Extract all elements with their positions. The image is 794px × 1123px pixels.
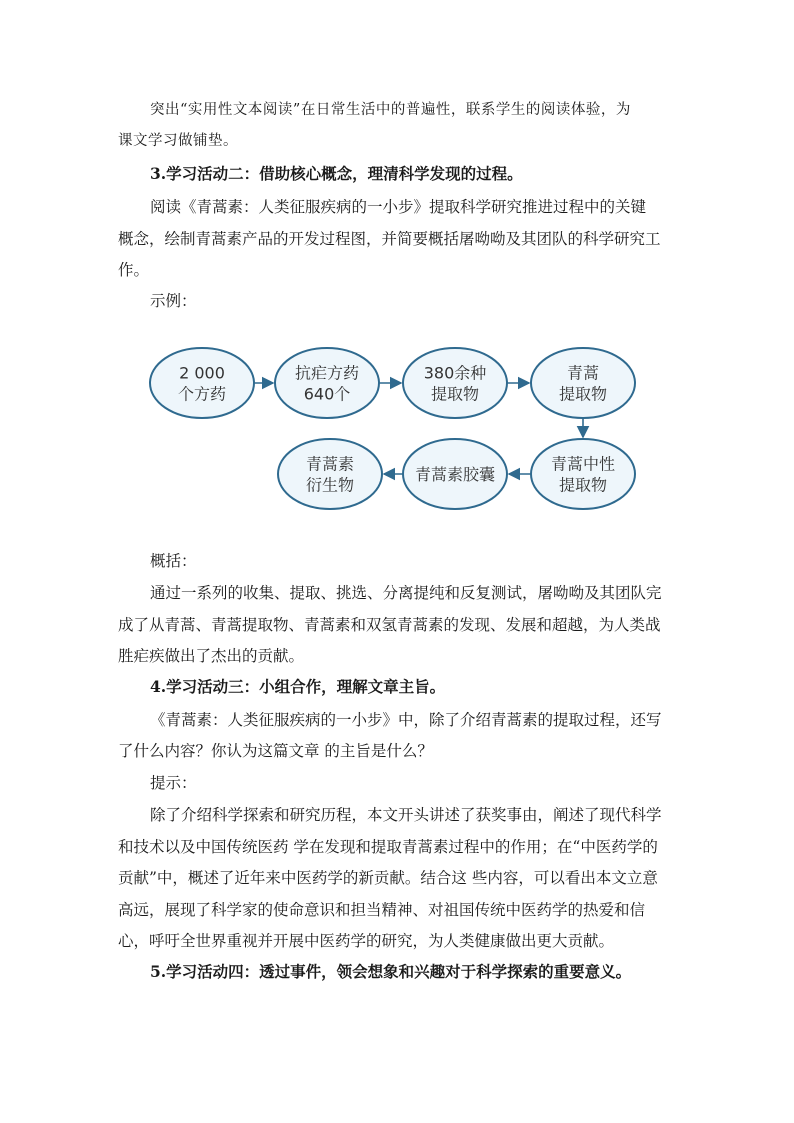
paragraph-line: 贡献”中，概述了近年来中医药学的新贡献。结合这 些内容，可以看出本文立意	[118, 869, 658, 887]
hint-label: 提示：	[150, 774, 197, 792]
flow-node-label: 个方药	[177, 384, 227, 404]
paragraph-line: 高远，展现了科学家的使命意识和担当精神、对祖国传统中医药学的热爱和信	[118, 901, 646, 919]
section-heading: 5.学习活动四：透过事件，领会想象和兴趣对于科学探索的重要意义。	[150, 962, 632, 981]
flow-node	[278, 439, 382, 509]
section-heading: 3.学习活动二：借助核心概念，理清科学发现的过程。	[150, 164, 523, 183]
flow-node	[531, 439, 635, 509]
paragraph-line: 心，呼吁全世界重视并开展中医药学的研究，为人类健康做出更大贡献。	[118, 932, 615, 950]
paragraph-line: 胜疟疾做出了杰出的贡献。	[118, 647, 305, 665]
flow-node	[150, 348, 254, 418]
paragraph-line: 除了介绍科学探索和研究历程，本文开头讲述了获奖事由，阐述了现代科学	[150, 806, 662, 824]
flow-node-label: 640个	[303, 384, 351, 404]
paragraph-line: 阅读《青蒿素：人类征服疾病的一小步》提取科学研究推进过程中的关键	[150, 198, 647, 216]
flow-node-label: 提取物	[558, 475, 608, 495]
flow-node-label: 抗疟方药	[294, 363, 360, 383]
flow-node-label: 提取物	[430, 384, 480, 404]
paragraph-line: 了什么内容？你认为这篇文章 的主旨是什么？	[118, 742, 433, 760]
paragraph-line: 概念，绘制青蒿素产品的开发过程图，并简要概括屠呦呦及其团队的科学研究工	[118, 230, 661, 248]
paragraph-line: 通过一系列的收集、提取、挑选、分离提纯和反复测试，屠呦呦及其团队完	[150, 584, 662, 602]
flow-node	[275, 348, 379, 418]
flow-node-label: 380余种	[423, 363, 487, 383]
paragraph-line: 成了从青蒿、青蒿提取物、青蒿素和双氢青蒿素的发现、发展和超越，为人类战	[118, 616, 661, 634]
paragraph-line: 突出“实用性文本阅读”在日常生活中的普遍性，联系学生的阅读体验，为	[150, 102, 631, 118]
section-heading: 4.学习活动三：小组合作，理解文章主旨。	[150, 677, 446, 696]
flow-node-label: 青蒿素	[305, 454, 355, 474]
flow-node-label: 青蒿中性	[550, 454, 616, 474]
flow-node	[531, 348, 635, 418]
flow-node-label: 提取物	[558, 384, 608, 404]
flow-node-label: 青蒿素胶囊	[414, 465, 496, 484]
paragraph-line: 作。	[118, 261, 150, 279]
example-label: 示例：	[150, 292, 197, 310]
summary-label: 概括：	[150, 552, 197, 570]
paragraph-line: 《青蒿素：人类征服疾病的一小步》中，除了介绍青蒿素的提取过程，还写	[150, 711, 662, 729]
paragraph-line: 课文学习做铺垫。	[118, 133, 238, 149]
flow-node-label: 2 000	[179, 363, 225, 383]
flow-node-label: 青蒿	[566, 363, 600, 383]
flow-node	[403, 348, 507, 418]
paragraph-line: 和技术以及中国传统医药 学在发现和提取青蒿素过程中的作用；在“中医药学的	[118, 838, 658, 856]
flow-node-label: 衍生物	[305, 475, 355, 495]
